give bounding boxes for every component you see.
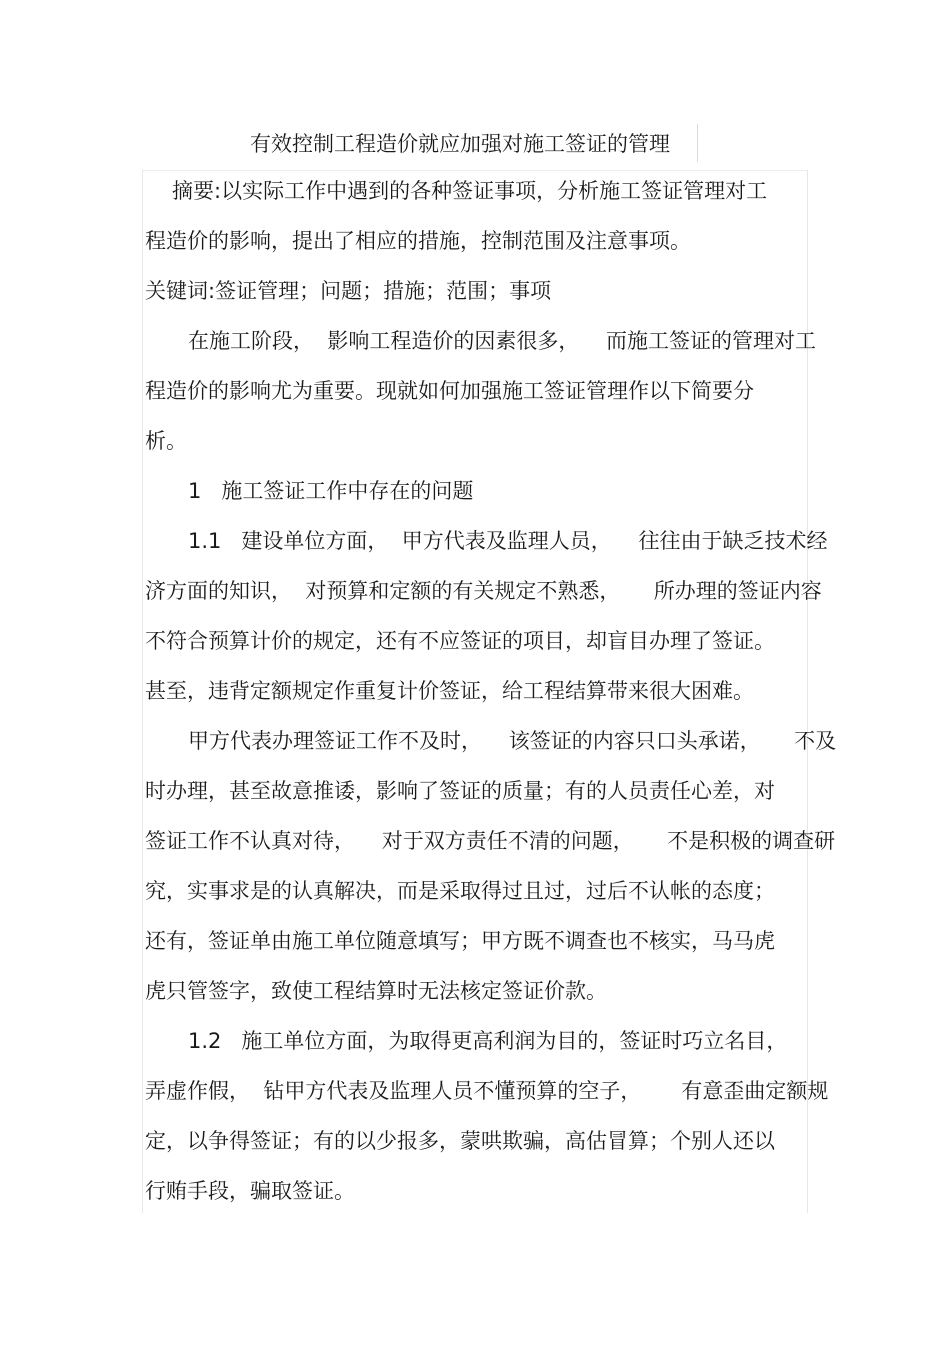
paragraph-line: 1.2 施工单位方面，为取得更高利润为目的，签证时巧立名目， — [188, 1029, 788, 1053]
paragraph-line: 甚至，违背定额规定作重复计价签证，给工程结算带来很大困难。 — [145, 679, 754, 703]
abstract-line-1: 摘要:以实际工作中遇到的各种签证事项，分析施工签证管理对工 — [172, 179, 768, 203]
paragraph-line: 甲方代表办理签证工作不及时， 该签证的内容只口头承诺， 不及 — [188, 729, 837, 753]
paragraph-line: 济方面的知识， 对预算和定额的有关规定不熟悉， 所办理的签证内容 — [145, 579, 822, 603]
paragraph-line: 时办理，甚至故意推诿，影响了签证的质量；有的人员责任心差，对 — [145, 779, 775, 803]
paragraph-line: 定，以争得签证；有的以少报多，蒙哄欺骗，高估冒算；个别人还以 — [145, 1129, 775, 1153]
paragraph-line: 在施工阶段， 影响工程造价的因素很多， 而施工签证的管理对工 — [188, 329, 817, 353]
page-frame-left — [142, 170, 143, 1213]
paragraph-line: 程造价的影响尤为重要。现就如何加强施工签证管理作以下简要分 — [145, 379, 754, 403]
paragraph-line: 不符合预算计价的规定，还有不应签证的项目，却盲目办理了签证。 — [145, 629, 775, 653]
paragraph-line: 弄虚作假， 钻甲方代表及监理人员不懂预算的空子， 有意歪曲定额规 — [145, 1079, 829, 1103]
paragraph-line: 析。 — [145, 429, 187, 453]
paragraph-line: 签证工作不认真对待， 对于双方责任不清的问题， 不是积极的调查研 — [145, 829, 836, 853]
paragraph-line: 行贿手段，骗取签证。 — [145, 1179, 355, 1203]
section-heading: 1 施工签证工作中存在的问题 — [188, 479, 474, 503]
paragraph-line: 虎只管签字，致使工程结算时无法核定签证价款。 — [145, 979, 607, 1003]
keywords-line: 关键词:签证管理；问题；措施；范围；事项 — [145, 279, 552, 303]
page-frame-top — [142, 170, 808, 171]
paragraph-line: 1.1 建设单位方面， 甲方代表及监理人员， 往往由于缺乏技术经 — [188, 529, 828, 553]
paragraph-line: 还有，签证单由施工单位随意填写；甲方既不调查也不核实，马马虎 — [145, 929, 775, 953]
paragraph-line: 究，实事求是的认真解决，而是采取得过且过，过后不认帐的态度； — [145, 879, 775, 903]
abstract-line-2: 程造价的影响，提出了相应的措施，控制范围及注意事项。 — [145, 229, 691, 253]
document-title: 有效控制工程造价就应加强对施工签证的管理 — [250, 132, 670, 156]
